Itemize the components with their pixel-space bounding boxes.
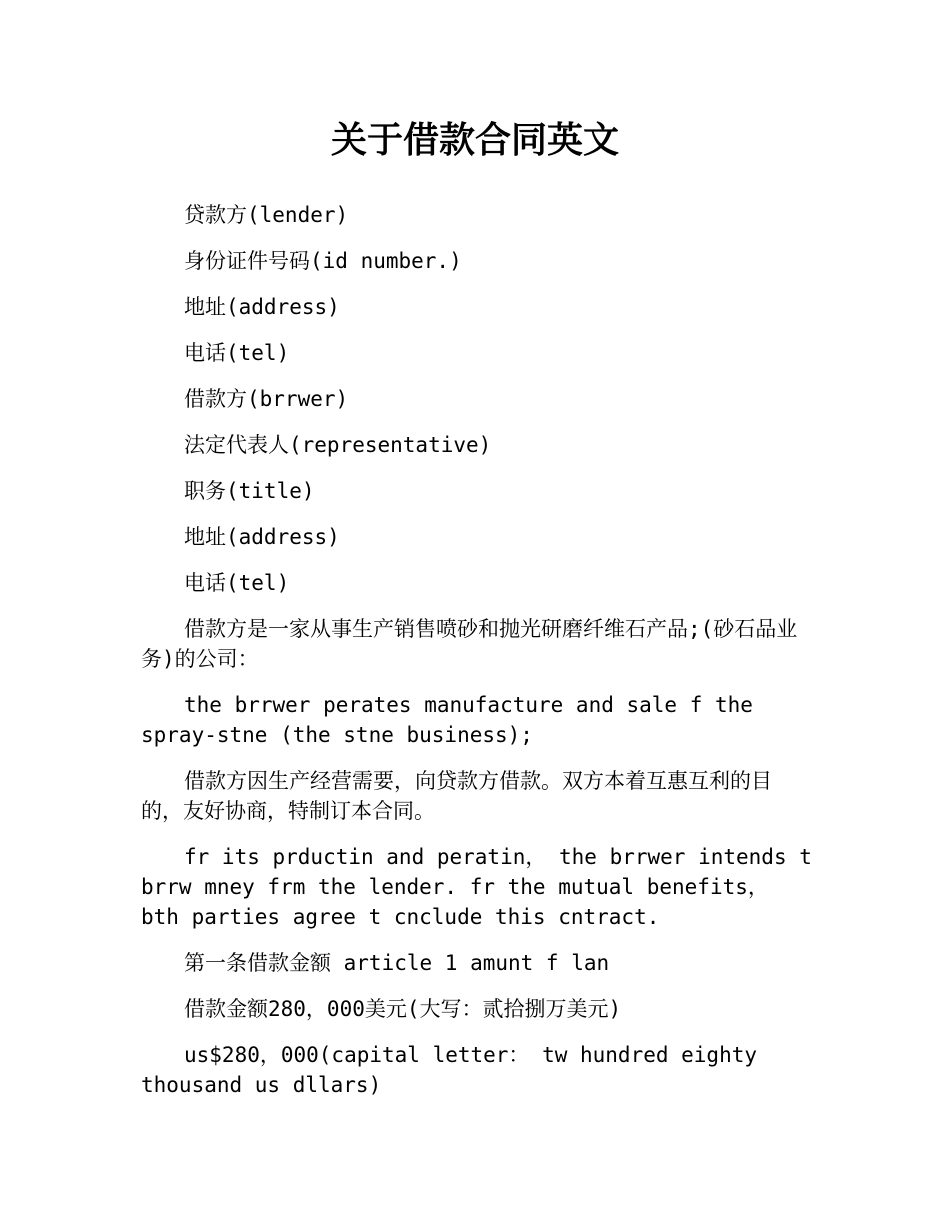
borrower-address-label: 地址(address): [184, 525, 340, 549]
lender-tel-label: 电话(tel): [184, 341, 290, 365]
representative-label: 法定代表人(representative): [184, 433, 492, 457]
page-title: 关于借款合同英文: [330, 120, 619, 161]
borrower-business-en: the brrwer perates manufacture and sale f the spray-stne (the stne business);: [141, 693, 753, 747]
id-number-label: 身份证件号码(id number.): [184, 249, 462, 273]
article-1-heading: 第一条借款金额 article 1 amunt f lan: [184, 951, 610, 975]
loan-amount-en: us$280，000(capital letter： tw hundred eighty thousand us dllars): [141, 1043, 758, 1097]
loan-purpose-zh: 借款方因生产经营需要，向贷款方借款。双方本着互惠互利的目的，友好协商，特制订本合同。: [141, 769, 772, 823]
borrower-business-zh: 借款方是一家从事生产销售喷砂和抛光研磨纤维石产品;(砂石品业务)的公司：: [141, 617, 798, 671]
loan-purpose-en: fr its prductin and peratin， the brrwer intends t brrw mney frm the lender. fr the mutual benefits， bth parties agree t cnclude this cntract.: [141, 845, 812, 929]
borrower-label: 借款方(brrwer): [184, 387, 349, 411]
title-label: 职务(title): [184, 479, 315, 503]
lender-label: 贷款方(lender): [184, 203, 349, 227]
document-body: [141, 200, 813, 1116]
lender-address-label: 地址(address): [184, 295, 340, 319]
borrower-tel-label: 电话(tel): [184, 571, 290, 595]
loan-amount-zh: 借款金额280，000美元(大写：贰拾捌万美元): [184, 997, 622, 1021]
